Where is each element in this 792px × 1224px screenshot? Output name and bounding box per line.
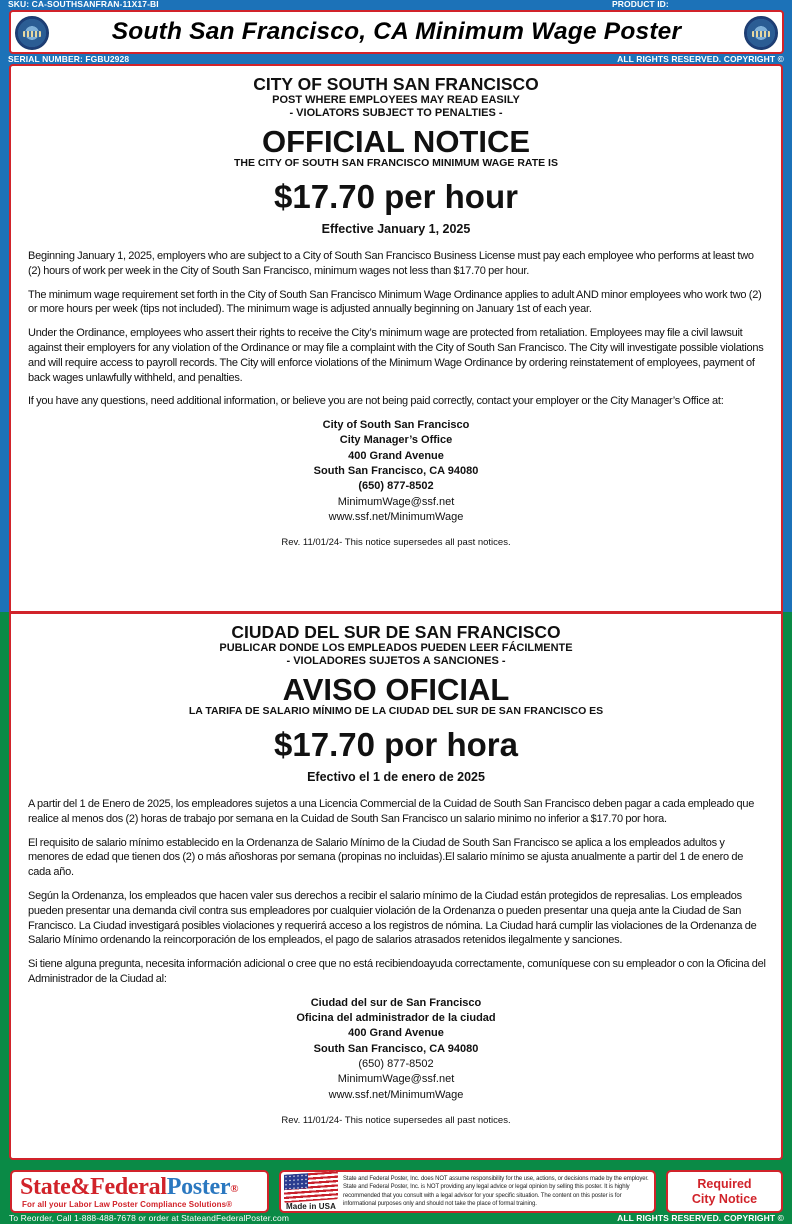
reorder-info: To Reorder, Call 1-888-488-7678 or order at StateandFederalPoster.com — [9, 1213, 289, 1223]
city-seal-icon — [15, 16, 49, 50]
city-notice-line: City Notice — [691, 1191, 758, 1206]
brand-logo — [10, 1170, 269, 1213]
paragraph: The minimum wage requirement set forth in the City of South San Francisco Minimum Wage Ordinance applies to adult AND minor employees who work two (2) or more hours per week (tips not included). The minimum wage is adjusted annually beginning on January 1st of each year. — [28, 288, 762, 316]
address-phone: (650) 877-8502 — [358, 1057, 434, 1070]
official-notice-heading: OFFICIAL NOTICE — [261, 124, 531, 159]
sku-label: SKU: CA-SOUTHSANFRAN-11X17-BI — [8, 0, 159, 9]
rate-intro: LA TARIFA DE SALARIO MÍNIMO DE LA CIUDAD DEL SUR DE SAN FRANCISCO ES — [188, 705, 604, 717]
copyright-label: ALL RIGHTS RESERVED. COPYRIGHT © — [617, 1213, 784, 1223]
paragraph: Under the Ordinance, employees who assert their rights to receive the City’s minimum wage are protected from retaliation. Employees may file a civil lawsuit against their employers for any violation of the Ordinance or may file a complaint with the City of South San Francisco. The City will investigate possible violations and will require access to payroll records. The City will enforce violations of the Minimum Wage Ordinance by ordering reinstatement of employees, payment of back wages unlawfully withheld, and penalties. — [28, 327, 764, 384]
paragraph: Según la Ordenanza, los empleados que hacen valer sus derechos a recibir el salario mínimo de la Ciudad están protegidos de represalias. Los empleados pueden presentar una demanda civil contra sus empleadores por cualquier violación de la Ordenanza o pueden presentar una queja ante la Ciudad de San Francisco. La Ciudad investigará posibles violaciones y requerirá acceso a los registros de nómina. La Ciudad hará cumplir las violaciones de la Ordenanza de Salario Mínimo ordenando la reincorporación de los empleados, el pago de salarios atrasados retenidos ilegalmente y sanciones. — [28, 889, 757, 947]
rate-intro: THE CITY OF SOUTH SAN FRANCISCO MINIMUM WAGE RATE IS — [234, 157, 558, 169]
required-notice-label — [692, 1177, 757, 1207]
wage-rate: $17.70 per hour — [274, 178, 518, 215]
address-city: South San Francisco, CA 94080 — [313, 1042, 479, 1055]
address-city: South San Francisco, CA 94080 — [313, 465, 479, 478]
notice-panel — [9, 64, 783, 1160]
product-id-label: PRODUCT ID: — [612, 0, 669, 9]
brand-name-part2: Poster — [166, 1174, 231, 1200]
brand-name-part1: State&Federal — [20, 1174, 167, 1200]
contact-address — [25, 418, 767, 525]
effective-date: Effective January 1, 2025 — [321, 222, 471, 236]
english-notice — [11, 74, 781, 549]
address-org: Ciudad del sur de San Francisco — [310, 996, 482, 1009]
serial-number-label: SERIAL NUMBER: FGBU2928 — [8, 54, 130, 64]
violators-warning: - VIOLADORES SUJETOS A SANCIONES - — [286, 655, 506, 667]
required-notice-badge — [666, 1170, 783, 1213]
post-instruction: PUBLICAR DONDE LOS EMPLEADOS PUEDEN LEER FÁCILMENTE — [219, 642, 573, 654]
address-org: City of South San Francisco — [322, 419, 470, 432]
revision-note: Rev. 11/01/24- This notice supersedes all past notices. — [281, 1114, 511, 1126]
violators-warning: - VIOLATORS SUBJECT TO PENALTIES - — [289, 107, 503, 119]
city-heading: CIUDAD DEL SUR DE SAN FRANCISCO — [231, 622, 561, 642]
brand-tagline: For all your Labor Law Poster Compliance Solutions® — [22, 1200, 233, 1209]
city-heading: CITY OF SOUTH SAN FRANCISCO — [253, 74, 539, 94]
spanish-notice — [11, 622, 781, 1127]
brand-name — [20, 1174, 238, 1200]
poster-header — [9, 10, 784, 54]
address-email: MinimumWage@ssf.net — [337, 1073, 455, 1086]
disclaimer-box — [279, 1170, 656, 1213]
section-divider — [11, 611, 781, 614]
paragraph: Beginning January 1, 2025, employers who are subject to a City of South San Francisco Business License must pay each employee who performs at least two (2) hours of work per week in the City of South San Francisco, minimum wages not less than $17.70 per hour. — [28, 250, 754, 277]
address-phone: (650) 877-8502 — [358, 480, 434, 493]
effective-date: Efectivo el 1 de enero de 2025 — [307, 770, 485, 784]
revision-note: Rev. 11/01/24- This notice supersedes all past notices. — [281, 537, 511, 549]
post-instruction: POST WHERE EMPLOYEES MAY READ EASILY — [272, 94, 520, 106]
contact-address — [25, 996, 767, 1103]
address-street: 400 Grand Avenue — [348, 449, 444, 462]
made-in-usa-label: Made in USA — [286, 1202, 336, 1211]
paragraph: El requisito de salario mínimo establecido en la Ordenanza de Salario Mínimo de la Ciudad de South San Francisco se aplica a los empleados adultos y menores de edad que tienen dos (2) o más añoshoras por semana (propinas no incluidas).El salario mínimo se ajusta anualmente a partir del 1 de enero de cada año. — [28, 836, 744, 879]
wage-rate: $17.70 por hora — [274, 726, 518, 763]
paragraph: Si tiene alguna pregunta, necesita información adicional o cree que no está recibiendoayuda correctamente, comuníquese con su empleador o con la Oficina del Administrador de la Ciudad al: — [28, 958, 766, 985]
us-flag-icon — [284, 1171, 338, 1203]
paragraph: If you have any questions, need additional information, or believe you are not being paid correctly, contact your employer or the City Manager’s Office at: — [28, 395, 724, 408]
disclaimer-text: State and Federal Poster, Inc. does NOT assume responsibility for the use, actions, or decisions made by the employer. State and Federal Poster, Inc. is NOT providing any legal advice or legal opinion by selling this poster. It is highly recommended that you consult with a legal advisor for your specific situation. The content on this poster is for informational purposes only and should not take the place of formal training. — [343, 1176, 649, 1207]
address-office: Oficina del administrador de la ciudad — [296, 1012, 496, 1025]
required-line: Required — [697, 1176, 752, 1191]
address-office: City Manager’s Office — [339, 434, 453, 447]
copyright-label: ALL RIGHTS RESERVED. COPYRIGHT © — [617, 54, 784, 64]
address-street: 400 Grand Avenue — [348, 1027, 444, 1040]
official-notice-heading: AVISO OFICIAL — [282, 672, 510, 707]
address-email: MinimumWage@ssf.net — [337, 495, 455, 508]
poster-title: South San Francisco, CA Minimum Wage Poster — [111, 18, 682, 45]
city-seal-icon — [744, 16, 778, 50]
made-in-usa-badge — [283, 1172, 339, 1211]
address-website: www.ssf.net/MinimumWage — [328, 510, 464, 523]
paragraph: A partir del 1 de Enero de 2025, los empleadores sujetos a una Licencia Commercial de la Cuidad de South San Francisco deben pagar a cada empleado que realice al menos dos (2) horas de trabajo por semana en la Cuidad de South San Francisco un salario minimo no inferior a $17.70 por hora. — [28, 798, 755, 825]
registered-mark: ® — [230, 1183, 239, 1195]
address-website: www.ssf.net/MinimumWage — [328, 1088, 464, 1101]
